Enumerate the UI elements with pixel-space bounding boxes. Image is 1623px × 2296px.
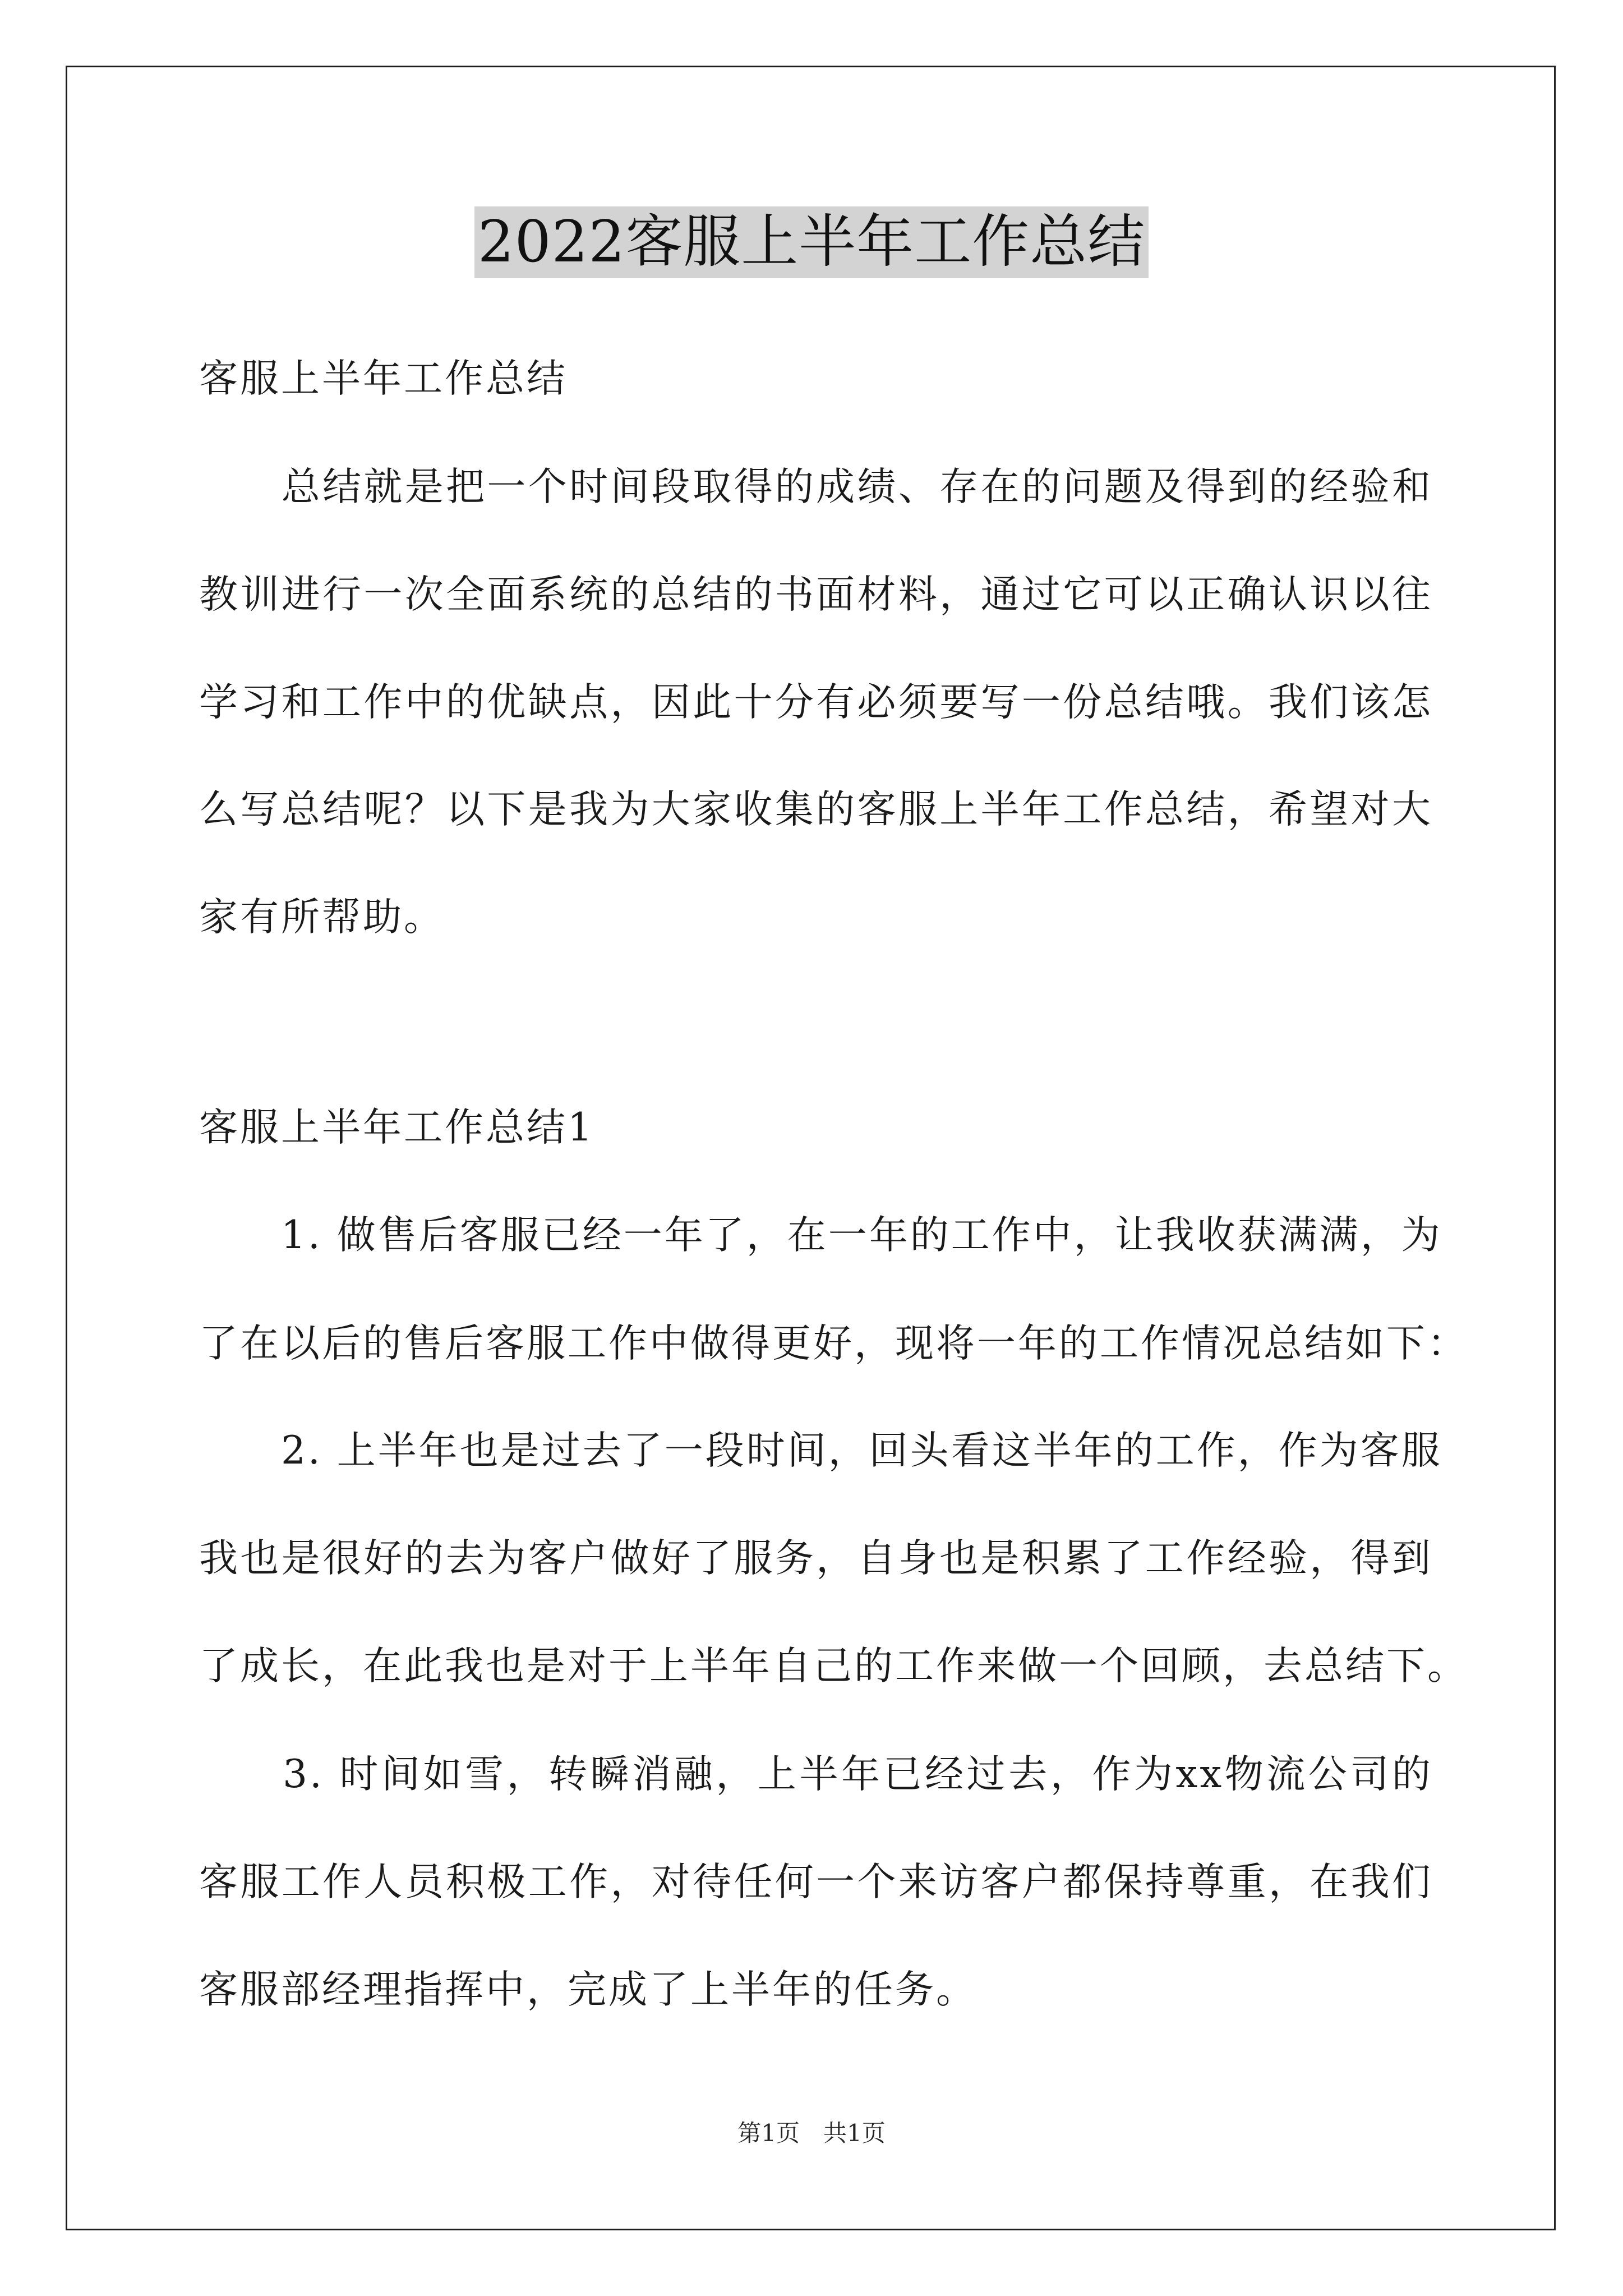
page-number-footer: 第1页 共1页 [737, 2119, 886, 2147]
paragraph-line: 总结就是把一个时间段取得的成绩、存在的问题及得到的经验和 [199, 464, 1433, 509]
paragraph-line: 么写总结呢？以下是我为大家收集的客服上半年工作总结，希望对大 [199, 787, 1433, 832]
section-heading-1: 客服上半年工作总结1 [199, 1105, 594, 1150]
paragraph-line: 1. 做售后客服已经一年了，在一年的工作中，让我收获满满，为 [199, 1213, 1442, 1258]
document-title: 2022客服上半年工作总结 [474, 206, 1149, 278]
paragraph-line: 学习和工作中的优缺点，因此十分有必须要写一份总结哦。我们该怎 [199, 680, 1433, 725]
paragraph-line: 客服部经理指挥中，完成了上半年的任务。 [199, 1967, 977, 2012]
paragraph-line: 我也是很好的去为客户做好了服务，自身也是积累了工作经验，得到 [199, 1536, 1433, 1581]
paragraph-line: 2. 上半年也是过去了一段时间，回头看这半年的工作，作为客服 [199, 1428, 1442, 1473]
paragraph-line: 了成长，在此我也是对于上半年自己的工作来做一个回顾，去总结下。 [199, 1644, 1468, 1688]
paragraph-line: 了在以后的售后客服工作中做得更好，现将一年的工作情况总结如下： [199, 1321, 1468, 1366]
paragraph-line: 客服工作人员积极工作，对待任何一个来访客户都保持尊重，在我们 [199, 1860, 1433, 1904]
section-heading-intro: 客服上半年工作总结 [199, 356, 568, 401]
title-container [0, 206, 1623, 278]
paragraph-line: 教训进行一次全面系统的总结的书面材料，通过它可以正确认识以往 [199, 572, 1433, 617]
paragraph-line: 3. 时间如雪，转瞬消融，上半年已经过去，作为xx物流公司的 [199, 1752, 1433, 1797]
paragraph-line: 家有所帮助。 [199, 895, 445, 940]
